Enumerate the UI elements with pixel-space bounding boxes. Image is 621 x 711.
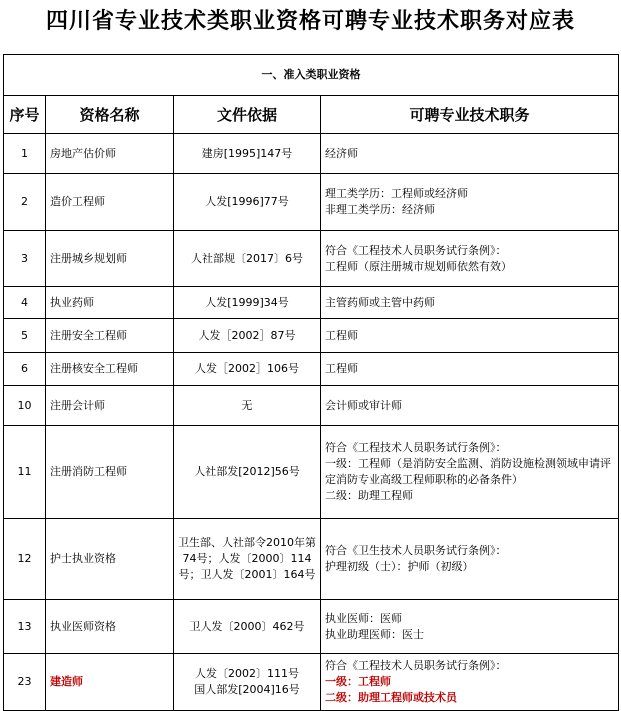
row-name: 房地产估价师 [46, 134, 174, 174]
table-row [4, 231, 619, 287]
table-row [4, 287, 619, 319]
row-name: 注册城乡规划师 [46, 231, 174, 287]
column-header-row [4, 96, 619, 134]
row-posts: 经济师 [321, 134, 619, 174]
header-basis: 文件依据 [174, 96, 321, 134]
qualification-table [3, 54, 619, 711]
table-row [4, 426, 619, 519]
row-posts: 工程师 [321, 353, 619, 386]
table-row [4, 600, 619, 654]
header-name: 资格名称 [46, 96, 174, 134]
row-posts: 会计师或审计师 [321, 386, 619, 426]
row-basis: 人发[1999]34号 [174, 287, 321, 319]
row-basis: 人发[1996]77号 [174, 174, 321, 231]
row-no: 5 [4, 319, 46, 353]
row-posts: 主管药师或主管中药师 [321, 287, 619, 319]
row-basis: 人发〔2002〕111号 国人部发[2004]16号 [174, 654, 321, 711]
header-no: 序号 [4, 96, 46, 134]
row-no: 1 [4, 134, 46, 174]
table-row [4, 353, 619, 386]
section-title: 一、准入类职业资格 [4, 55, 619, 96]
row-name: 执业医师资格 [46, 600, 174, 654]
row-basis: 无 [174, 386, 321, 426]
row-no: 13 [4, 600, 46, 654]
row-no: 6 [4, 353, 46, 386]
header-posts: 可聘专业技术职务 [321, 96, 619, 134]
row-basis: 人发［2002］87号 [174, 319, 321, 353]
row-name: 注册消防工程师 [46, 426, 174, 519]
row-posts: 工程师 [321, 319, 619, 353]
row-posts: 符合《卫生技术人员职务试行条例》： 护理初级（士）：护师（初级） [321, 519, 619, 600]
row-basis: 人社部规〔2017〕6号 [174, 231, 321, 287]
row-posts: 符合《工程技术人员职务试行条例》： 一级：工程师 二级：助理工程师或技术员 [321, 654, 619, 711]
row-basis: 建房[1995]147号 [174, 134, 321, 174]
table-row [4, 386, 619, 426]
row-no: 4 [4, 287, 46, 319]
row-no: 3 [4, 231, 46, 287]
row-name: 造价工程师 [46, 174, 174, 231]
table-row [4, 319, 619, 353]
section-header-row [4, 55, 619, 96]
row-basis: 卫人发〔2000〕462号 [174, 600, 321, 654]
row-name: 注册会计师 [46, 386, 174, 426]
row-posts: 执业医师：医师 执业助理医师：医士 [321, 600, 619, 654]
table-row [4, 174, 619, 231]
table-row [4, 134, 619, 174]
row-basis: 人发［2002］106号 [174, 353, 321, 386]
page-title: 四川省专业技术类职业资格可聘专业技术职务对应表 [45, 9, 575, 34]
row-basis: 卫生部、人社部令2010年第74号；人发〔2000〕114号；卫人发〔2001〕164号 [174, 519, 321, 600]
row-no: 2 [4, 174, 46, 231]
row-name: 执业药师 [46, 287, 174, 319]
row-name: 护士执业资格 [46, 519, 174, 600]
table-row [4, 519, 619, 600]
table-row [4, 654, 619, 711]
row-name: 注册安全工程师 [46, 319, 174, 353]
row-posts: 符合《工程技术人员职务试行条例》： 一级：工程师（是消防安全监测、消防设施检测领域申请评定消防专业高级工程师职称的必备条件） 二级：助理工程师 [321, 426, 619, 519]
row-no: 10 [4, 386, 46, 426]
row-no: 11 [4, 426, 46, 519]
row-name: 建造师 [46, 654, 174, 711]
row-basis: 人社部发[2012]56号 [174, 426, 321, 519]
row-name: 注册核安全工程师 [46, 353, 174, 386]
row-no: 12 [4, 519, 46, 600]
row-posts: 理工类学历：工程师或经济师 非理工类学历：经济师 [321, 174, 619, 231]
row-no: 23 [4, 654, 46, 711]
row-posts: 符合《工程技术人员职务试行条例》： 工程师（原注册城市规划师依然有效） [321, 231, 619, 287]
